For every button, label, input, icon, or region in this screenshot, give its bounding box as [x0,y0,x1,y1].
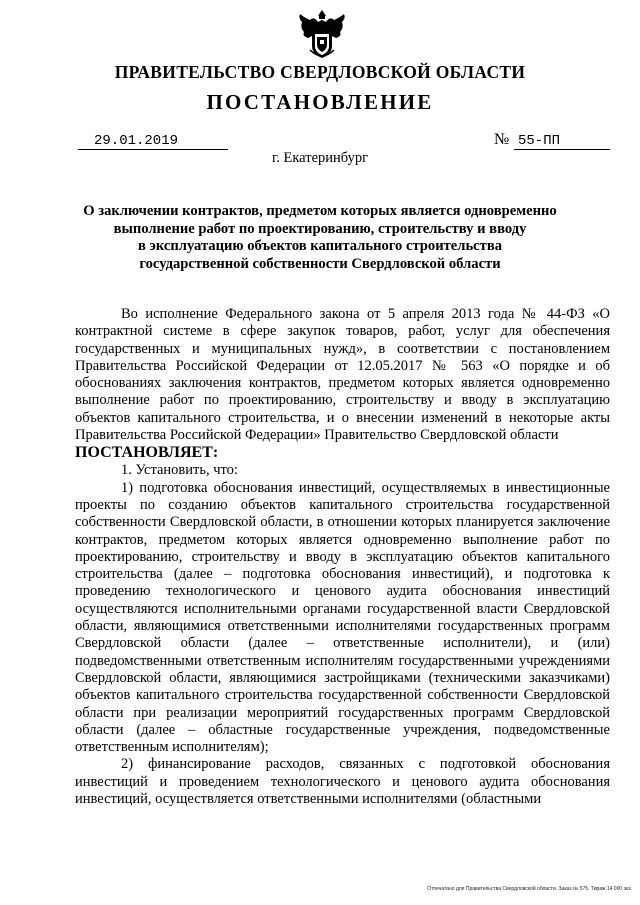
number-label: № [494,131,510,148]
organization-name: ПРАВИТЕЛЬСТВО СВЕРДЛОВСКОЙ ОБЛАСТИ [114,62,526,82]
document-type: ПОСТАНОВЛЕНИЕ [206,90,434,114]
preamble-paragraph: Во исполнение Федерального закона от 5 апреля 2013 года № 44-ФЗ «О контрактной системе в сфере закупок товаров, работ, услуг для обеспечения государственных и муниципальных нужд», в соответствии с постановлением Правительства Российской Федерации от 12.05.2017 № 563 «О порядке и об обоснованиях заключения контрактов, предметом которых является одновременно выполнение работ по проектированию, строительству и вводу в эксплуатацию объектов капитального строительства, и о внесении изменений в некоторые акты Правительства Российской Федерации» Правительство Свердловской области [75,306,610,444]
document-title [40,203,600,273]
title-line: О заключении контрактов, предметом которых является одновременно [83,203,557,219]
resolves-label: ПОСТАНОВЛЯЕТ: [75,444,219,462]
document-date: 29.01.2019 [78,133,228,150]
print-note: Отпечатано для Правительства Свердловской области. Заказ № 575. Тираж 14 000 экз. [427,886,632,892]
item-1: 1. Установить, что: [121,462,238,479]
title-line: выполнение работ по проектированию, строительству и вводу [113,220,527,237]
city: г. Екатеринбург [271,150,369,166]
item-1-1: 1) подготовка обоснования инвестиций, осуществляемых в инвестиционные проекты по созданию объектов капитального строительства государственной собственности Свердловской области, в отношении которых планируется заключение контрактов, предметом которых является одновременно выполнение работ по проектированию, строительству и вводу в эксплуатацию объектов капитального строительства (далее – подготовка обоснования инвестиций), и подготовка к проведению технологического и ценового аудита обоснования инвестиций осуществляются исполнительными органами государственной власти Свердловской области, являющимися ответственными исполнителями государственных программ Свердловской области (далее – ответственные исполнители), и (или) подведомственными ответственным исполнителям государственными учреждениями Свердловской области, являющимися застройщиками (техническими заказчиками) объектов капитального строительства государственной собственности Свердловской области при реализации мероприятий государственных программ Свердловской области (далее – областные государственные учреждения, подведомственные ответственным исполнителям); [75,479,610,756]
document-body [75,306,610,808]
item-1-2: 2) финансирование расходов, связанных с подготовкой обоснования инвестиций и проведением технологического и ценового аудита обоснования инвестиций, осуществляется ответственными исполнителями (областными [75,756,610,808]
title-line: в эксплуатацию объектов капитального строительства [137,238,503,254]
title-line: государственной собственности Свердловской области [139,255,501,272]
coat-of-arms-icon [296,6,348,62]
document-number: 55-ПП [514,133,610,150]
